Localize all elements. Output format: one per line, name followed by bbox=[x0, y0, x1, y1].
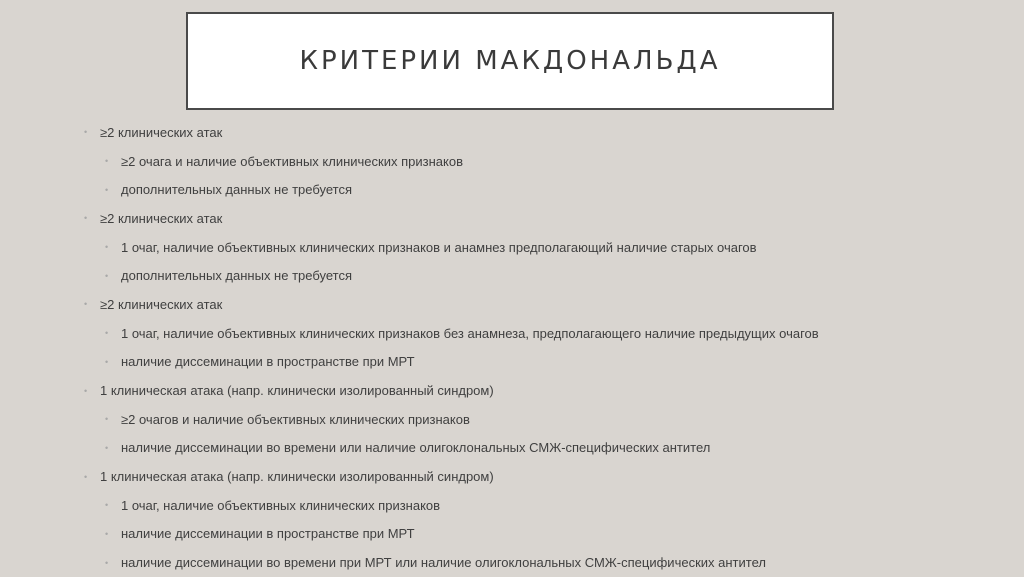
list-item-text: наличие диссеминации в пространстве при МРТ bbox=[121, 354, 415, 370]
list-item bbox=[84, 520, 984, 549]
bullet-icon: • bbox=[105, 557, 109, 568]
list-item bbox=[84, 462, 984, 491]
list-item-text: наличие диссеминации во времени при МРТ или наличие олигоклональных СМЖ-специфических антител bbox=[121, 555, 766, 571]
bullet-icon: • bbox=[84, 127, 88, 138]
bullet-icon: • bbox=[84, 471, 88, 482]
bullet-icon: • bbox=[84, 213, 88, 224]
bullet-icon: • bbox=[105, 500, 109, 511]
bullet-icon: • bbox=[105, 328, 109, 339]
list-item bbox=[84, 233, 984, 262]
list-item bbox=[84, 147, 984, 176]
list-item bbox=[84, 348, 984, 377]
list-item-text: 1 очаг, наличие объективных клинических признаков bbox=[121, 497, 441, 513]
list-item bbox=[84, 376, 984, 405]
list-item-text: наличие диссеминации в пространстве при МРТ bbox=[121, 526, 415, 542]
bullet-icon: • bbox=[105, 414, 109, 425]
bullet-list bbox=[84, 118, 984, 577]
bullet-icon: • bbox=[105, 184, 109, 195]
bullet-icon: • bbox=[105, 242, 109, 253]
list-item bbox=[84, 491, 984, 520]
bullet-icon: • bbox=[84, 299, 88, 310]
list-item bbox=[84, 405, 984, 434]
list-item bbox=[84, 434, 984, 463]
list-item-text: 1 очаг, наличие объективных клинических признаков и анамнез предполагающий наличие старых очагов bbox=[121, 239, 757, 255]
bullet-icon: • bbox=[105, 528, 109, 539]
list-item-text: ≥2 клинических атак bbox=[100, 210, 223, 226]
list-item-text: дополнительных данных не требуется bbox=[121, 182, 353, 198]
list-item bbox=[84, 290, 984, 319]
bullet-icon: • bbox=[105, 270, 109, 281]
slide-title: КРИТЕРИИ МАКДОНАЛЬДА bbox=[299, 46, 721, 76]
list-item bbox=[84, 261, 984, 290]
title-box bbox=[186, 12, 834, 110]
bullet-icon: • bbox=[105, 156, 109, 167]
list-item bbox=[84, 118, 984, 147]
list-item bbox=[84, 548, 984, 577]
list-item-text: ≥2 клинических атак bbox=[100, 296, 223, 312]
bullet-icon: • bbox=[105, 442, 109, 453]
list-item bbox=[84, 204, 984, 233]
list-item-text: 1 клиническая атака (напр. клинически изолированный синдром) bbox=[100, 383, 494, 399]
list-item-text: наличие диссеминации во времени или наличие олигоклональных СМЖ-специфических антител bbox=[121, 440, 711, 456]
list-item-text: 1 клиническая атака (напр. клинически изолированный синдром) bbox=[100, 469, 494, 485]
list-item-text: 1 очаг, наличие объективных клинических признаков без анамнеза, предполагающего наличие предыдущих очагов bbox=[121, 325, 819, 341]
list-item bbox=[84, 175, 984, 204]
list-item-text: ≥2 клинических атак bbox=[100, 124, 223, 140]
bullet-icon: • bbox=[105, 356, 109, 367]
bullet-icon: • bbox=[84, 385, 88, 396]
list-item-text: дополнительных данных не требуется bbox=[121, 268, 353, 284]
list-item-text: ≥2 очага и наличие объективных клинических признаков bbox=[121, 153, 463, 169]
list-item-text: ≥2 очагов и наличие объективных клинических признаков bbox=[121, 411, 470, 427]
list-item bbox=[84, 319, 984, 348]
